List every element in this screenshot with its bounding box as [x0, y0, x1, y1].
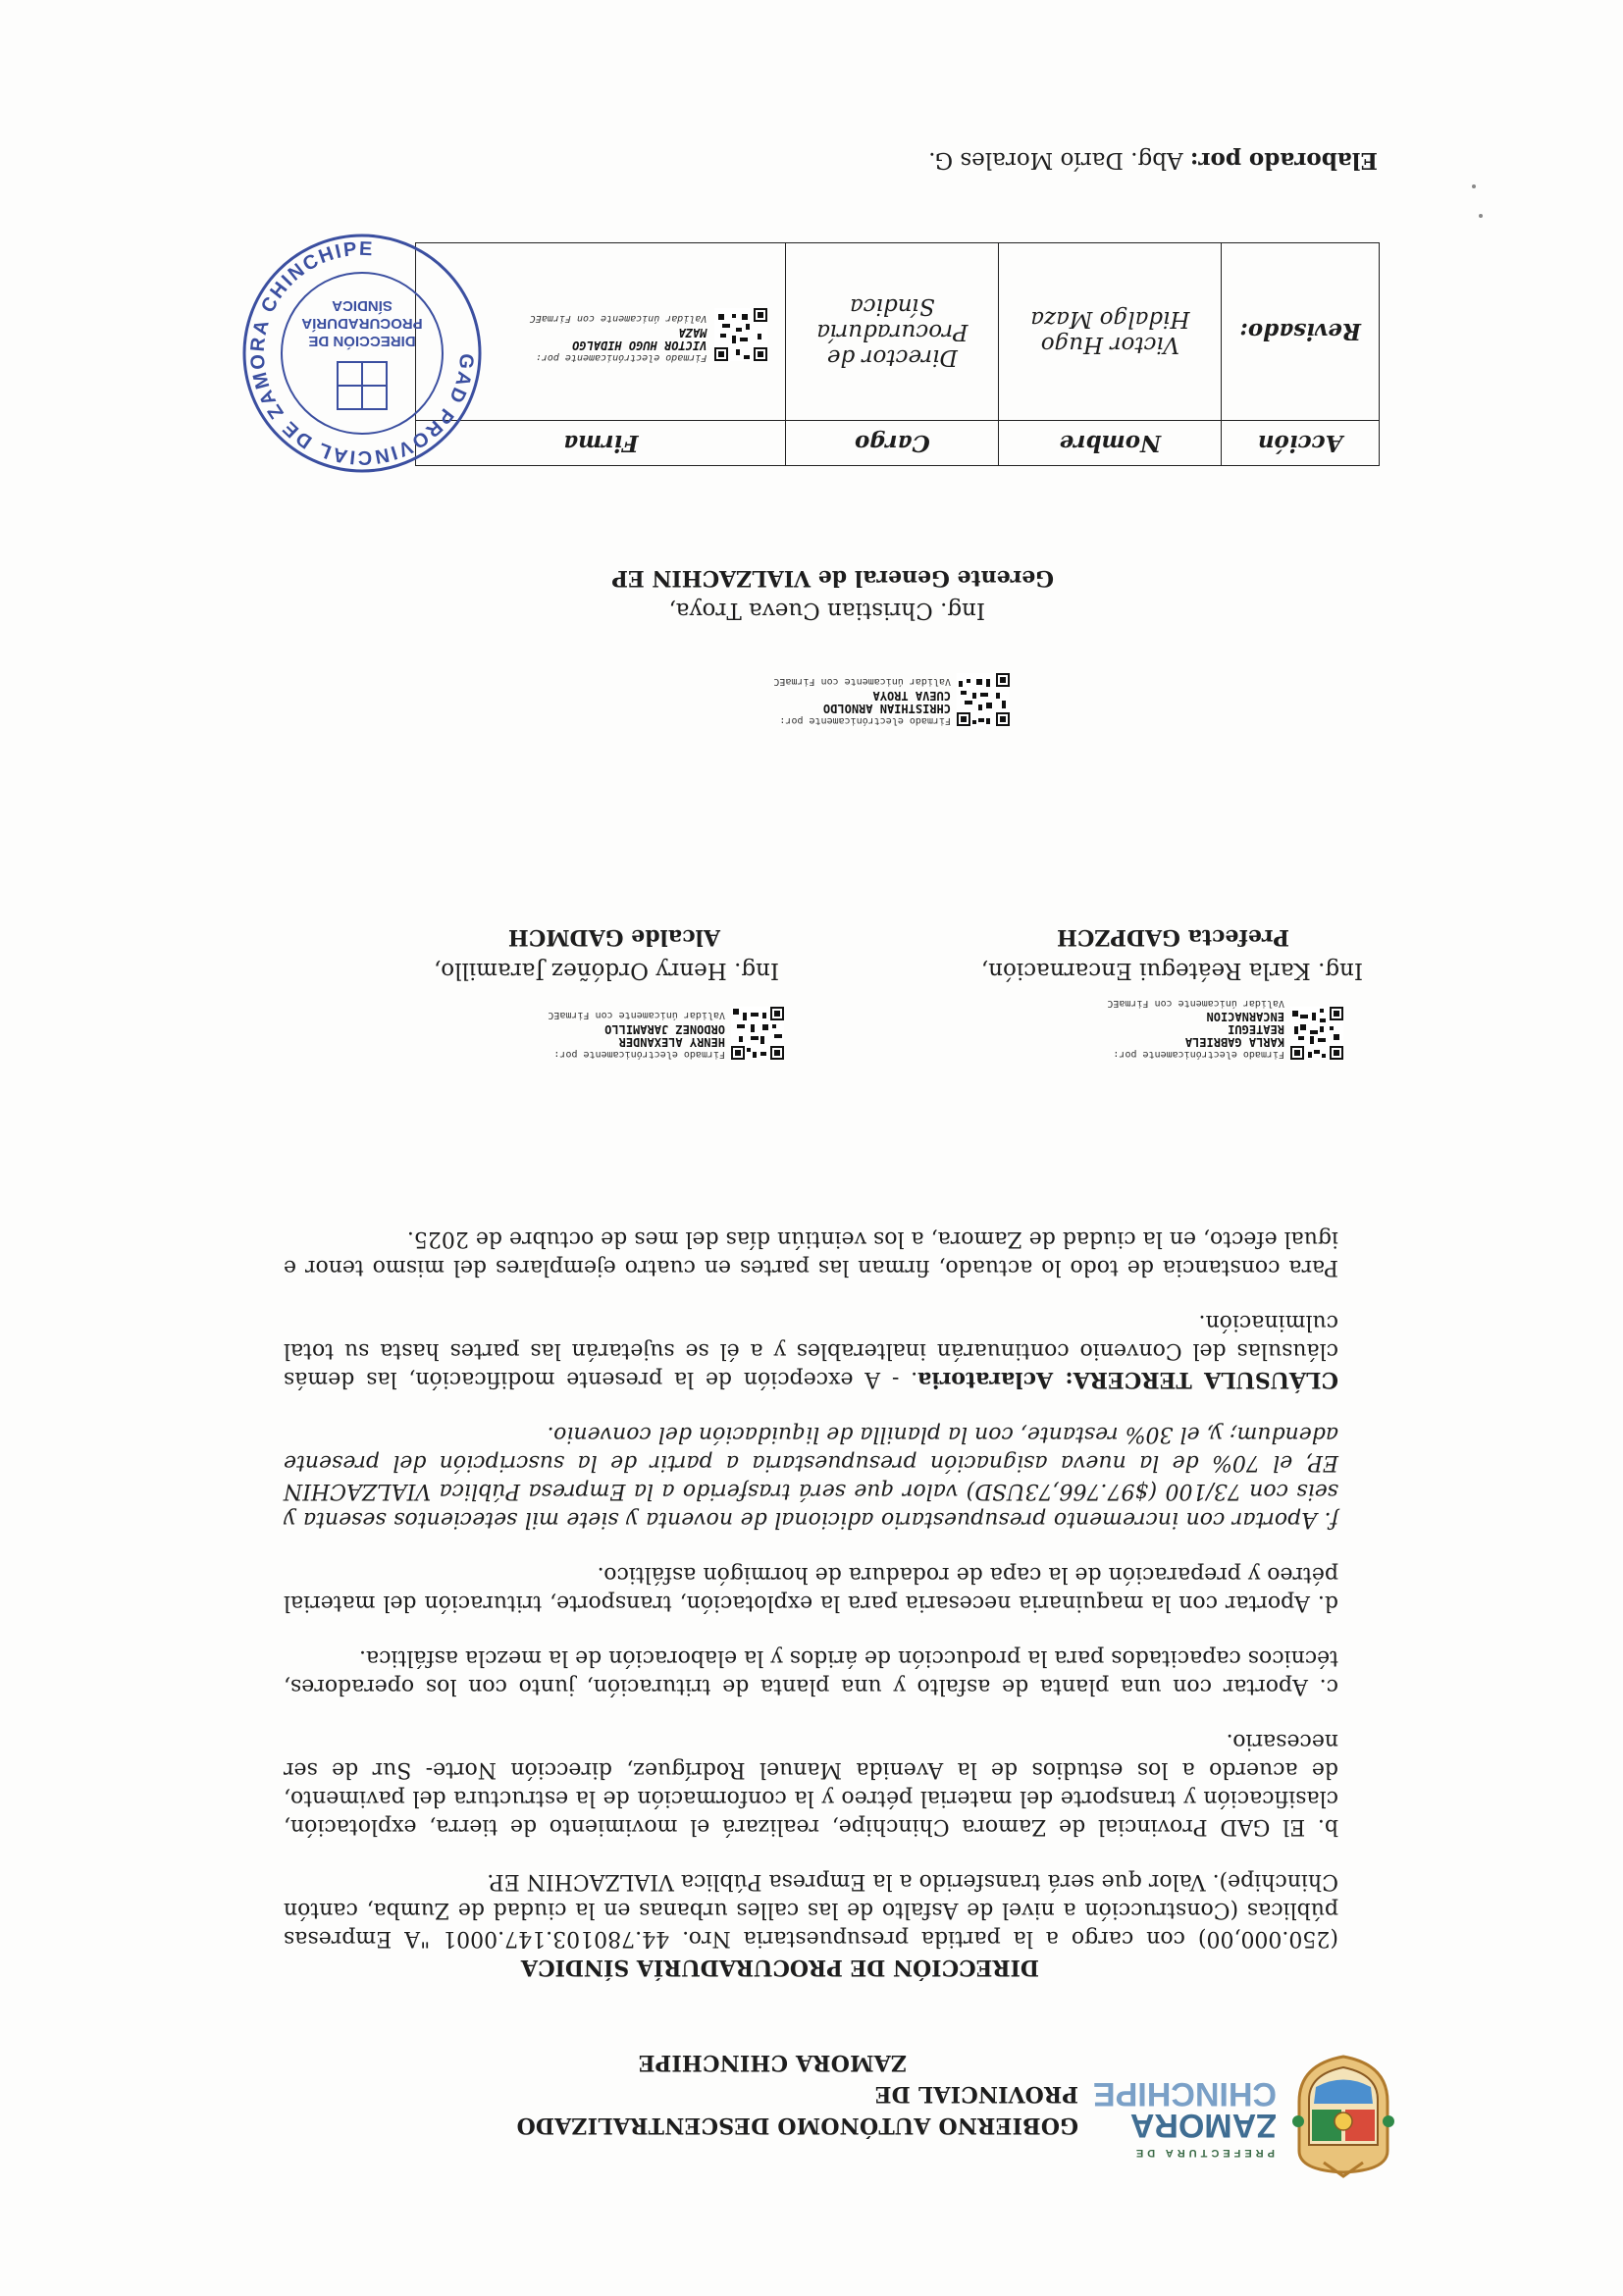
section-title: DIRECCIÓN DE PROCURADURÍA SÍNDICA — [520, 1955, 1039, 1980]
stamp-inner-line3: SÍNDICA — [332, 297, 393, 314]
paragraph-constancia: Para constancia de todo lo actuado, firman las partes en cuatro ejemplares del mismo tenor e igual efecto, en la ciudad de Zamora, a los veintiún días del mes de octubre de 2025. — [284, 1226, 1338, 1279]
stamp-outer-text: GAD PROVINCIAL DE ZAMORA CHINCHIPE — [246, 237, 478, 469]
signature-meta-top: Firmado electrónicamente por: — [1113, 1049, 1284, 1060]
stamp-inner-line2: PROCURADURÍA — [301, 315, 423, 332]
header-nombre: Nombre — [999, 421, 1222, 466]
signer-name-alcalde: Ing. Henry Ordóñez Jaramillo, — [434, 958, 779, 983]
signature-meta-bottom: Validar únicamente con FirmaEC — [773, 676, 951, 687]
firma-signer: VICTOR HUGO HIDALGO MAZA — [572, 326, 707, 352]
signer-name-gerente: Ing. Christian Cueva Troya, — [668, 598, 985, 623]
clausula-text: . - A excepción de la presente modificación, las demás cláusulas del Convenio continuarán inalterables y a él se sujetarán las partes hasta su total culminación. — [284, 1310, 1338, 1391]
cell-cargo: Director de Procuraduría Síndica — [786, 243, 999, 421]
stamp-inner-line1: DIRECCIÓN DE — [308, 333, 416, 349]
signature-meta-bottom: Validar únicamente con FirmaEC — [1107, 998, 1284, 1009]
paragraph-d: d. Aportar con la maquinaria necesaria para la explotación, transporte, trituración del material pétreo y preparación de la capa de rodadura de hormigón asfáltico. — [284, 1562, 1338, 1615]
signer-role-alcalde: Alcalde GADMCH — [507, 924, 720, 950]
org-title-line1: GOBIERNO AUTÓNOMO DESCENTRALIZADO PROVINCIAL DE — [516, 2081, 1078, 2138]
firma-meta-top: Firmado electrónicamente por: — [535, 352, 707, 363]
header-firma: Firma — [416, 421, 786, 466]
signer-name-prefecta: Ing. Karla Reátegui Encarnación, — [980, 958, 1363, 983]
logo-line1: ZAMORA — [1129, 2107, 1277, 2144]
signature-meta-top: Firmado electrónicamente por: — [553, 1049, 725, 1060]
logo-small-text: PREFECTURA DE — [1131, 2147, 1275, 2159]
firma-meta-bottom: Validar únicamente con FirmaEC — [529, 313, 707, 324]
paragraph-f: f. Aportar con incremento presupuestario adicional de noventa y siete mil setecientos sesenta y seis con 73/100 ($97.766,73USD) valor que será trasferido a la Empresa Pública VIALZACHIN EP, el 70% de la nueva asignación presupuestaria a partir de la suscripción del presente adendum; y, el 30% restante, con la planilla de liquidación del convenio. — [284, 1422, 1338, 1532]
logo-line2: CHINCHIPE — [1092, 2075, 1277, 2113]
signer-role-prefecta: Prefecta GADPZCH — [1057, 924, 1289, 950]
org-title-line2: ZAMORA CHINCHIPE — [638, 2050, 907, 2075]
signature-meta-top: Firmado electrónicamente por: — [779, 715, 951, 726]
header-accion: Acción — [1222, 421, 1380, 466]
signature-signer: HENRY ALEXANDER ORDONEZ JARAMILLO — [604, 1022, 725, 1049]
cell-accion: Revisado: — [1222, 243, 1380, 421]
signature-signer: KARLA GABRIELA REATEGUI ENCARNACION — [1184, 1010, 1284, 1049]
signer-role-gerente: Gerente General de VIALZACHIN EP — [611, 565, 1054, 591]
paragraph-c: c. Aportar con una planta de asfalto y una planta de trituración, junto con los operadores, técnicos capacitados para la producción de áridos y la elaboración de la mezcla asfáltica. — [284, 1645, 1338, 1698]
elaborado-label: Elaborado por: — [1189, 147, 1378, 174]
header-cargo: Cargo — [786, 421, 999, 466]
signature-signer: CHRISTHIAN ARNOLDO CUEVA TROYA — [822, 689, 951, 715]
paragraph-amount: (250.000,00) con cargo a la partida presupuestaria Nro. 44.780103.147.0001 "A Empresas públicas (Construcción a nivel de Asfalto de las calles urbanas en la ciudad de Zumba, cantón Chinchipe). Valor que será transferido a la Empresa Pública VIALZACHIN EP. — [284, 1869, 1338, 1951]
paragraph-b: b. El GAD Provincial de Zamora Chinchipe, realizará el movimiento de tierra, explotación, clasificación y transporte del material pétreo y la conformación de la estructura del pavimento, de acuerdo a los estudios de la Avenida Manuel Rodríguez, dirección Norte- Sur de ser necesario. — [284, 1729, 1338, 1839]
cell-nombre: Victor Hugo Hidalgo Maza — [999, 243, 1222, 421]
elaborado-value: Abg. Darío Morales G. — [928, 147, 1183, 173]
signature-meta-bottom: Validar únicamente con FirmaEC — [548, 1010, 725, 1020]
clausula-label: CLÁUSULA TERCERA: Aclaratoria — [917, 1367, 1338, 1392]
